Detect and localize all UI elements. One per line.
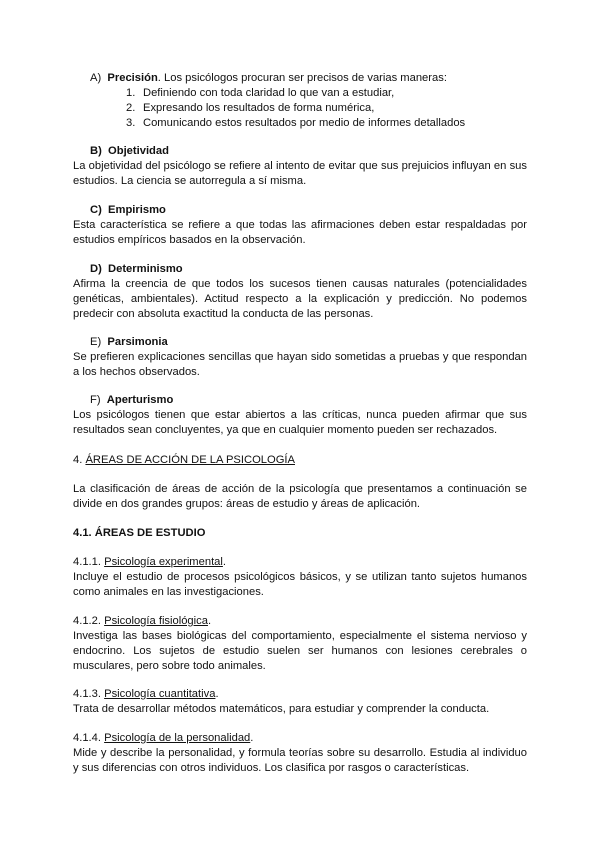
subsection-number: 4.1.3. bbox=[73, 688, 105, 700]
list-item bbox=[73, 116, 527, 131]
section-b-letter: B) bbox=[90, 145, 102, 157]
list-item bbox=[73, 86, 527, 101]
section-c-title: Empirismo bbox=[108, 204, 166, 216]
list-item-text: Expresando los resultados de forma numérica, bbox=[143, 102, 375, 114]
section-d-letter: D) bbox=[90, 263, 102, 275]
subsection-heading bbox=[73, 555, 527, 570]
subsection-title: Psicología experimental bbox=[104, 556, 223, 568]
section-f-title: Aperturismo bbox=[106, 394, 174, 406]
subsection-body: Mide y describe la personalidad, y formula teorías sobre su desarrollo. Estudia al individuo y sus diferencias con otros individuos. Los clasifica por rasgos o características. bbox=[73, 747, 527, 774]
section-d-body: Afirma la creencia de que todos los sucesos tienen causas naturales (potencialidades genéticas, ambientales). Actitud respecto a la explicación y predicción. No podemos predecir con absoluta exactitud la conducta de las personas. bbox=[73, 278, 527, 320]
section-c-body: Esta característica se refiere a que todas las afirmaciones deben estar respaldadas por estudios empíricos basados en la observación. bbox=[73, 219, 527, 246]
section-b-heading bbox=[73, 144, 544, 159]
subsection-title: Psicología fisiológica bbox=[104, 615, 208, 627]
section-b-body: La objetividad del psicólogo se refiere al intento de evitar que sus prejuicios influyan en sus estudios. La ciencia se autorregula a sí misma. bbox=[73, 160, 527, 187]
list-item-number: 1. bbox=[126, 87, 136, 99]
subsection-period: . bbox=[222, 556, 226, 568]
precision-list bbox=[73, 86, 527, 131]
section-d-heading bbox=[73, 262, 544, 277]
subsection-number: 4.1.1. bbox=[73, 556, 105, 568]
areas-heading bbox=[73, 453, 527, 468]
list-item-number: 2. bbox=[126, 102, 136, 114]
section-e-letter: E) bbox=[90, 336, 102, 348]
subsection-period: . bbox=[207, 615, 212, 627]
subsection-period: . bbox=[215, 688, 219, 700]
subsection-body: Trata de desarrollar métodos matemáticos, para estudiar y comprender la conducta. bbox=[73, 703, 490, 715]
areas-intro: La clasificación de áreas de acción de la psicología que presentamos a continuación se divide en dos grandes grupos: áreas de estudio y áreas de aplicación. bbox=[73, 483, 527, 510]
section-a-title: Precisión bbox=[107, 72, 158, 84]
subsection-number: 4.1.4. bbox=[73, 732, 105, 744]
subsection-title: Psicología cuantitativa bbox=[104, 688, 216, 700]
subsection-heading bbox=[73, 614, 527, 629]
section-d-title: Determinismo bbox=[108, 263, 183, 275]
section-a-letter: A) bbox=[90, 72, 102, 84]
section-e-body: Se prefieren explicaciones sencillas que hayan sido sometidas a pruebas y que respondan a los hechos observados. bbox=[73, 351, 527, 378]
areas-subheading: 4.1. ÁREAS DE ESTUDIO bbox=[73, 527, 206, 539]
list-item bbox=[73, 101, 527, 116]
section-b-title: Objetividad bbox=[108, 145, 169, 157]
section-e-heading bbox=[73, 335, 544, 350]
section-a-heading bbox=[73, 71, 544, 86]
section-c-heading bbox=[73, 203, 544, 218]
section-a-intro: . Los psicólogos procuran ser precisos de varias maneras: bbox=[157, 72, 447, 84]
section-f-letter: F) bbox=[90, 394, 101, 406]
areas-title: ÁREAS DE ACCIÓN DE LA PSICOLOGÍA bbox=[85, 454, 295, 466]
subsection-title: Psicología de la personalidad bbox=[104, 732, 251, 744]
section-f-heading bbox=[73, 393, 544, 408]
subsection-body: Incluye el estudio de procesos psicológicos básicos, y se utilizan tanto sujetos humanos como animales en las investigaciones. bbox=[73, 571, 527, 598]
section-e-title: Parsimonia bbox=[107, 336, 168, 348]
subsection-heading bbox=[73, 687, 527, 702]
areas-number: 4. bbox=[73, 454, 86, 466]
subsection-body: Investiga las bases biológicas del comportamiento, especialmente el sistema nervioso y endocrino. Los sujetos de estudio suelen ser humanos con lesiones cerebrales o musculares, pero sobre todo animales. bbox=[73, 630, 527, 672]
list-item-text: Comunicando estos resultados por medio de informes detallados bbox=[143, 117, 466, 129]
list-item-text: Definiendo con toda claridad lo que van a estudiar, bbox=[143, 87, 395, 99]
subsection-heading bbox=[73, 731, 527, 746]
section-c-letter: C) bbox=[90, 204, 102, 216]
subsection-number: 4.1.2. bbox=[73, 615, 105, 627]
section-f-body: Los psicólogos tienen que estar abiertos a las críticas, nunca pueden afirmar que sus resultados sean concluyentes, ya que en cualquier momento pueden ser rechazados. bbox=[73, 409, 527, 436]
list-item-number: 3. bbox=[126, 117, 136, 129]
subsection-period: . bbox=[250, 732, 254, 744]
